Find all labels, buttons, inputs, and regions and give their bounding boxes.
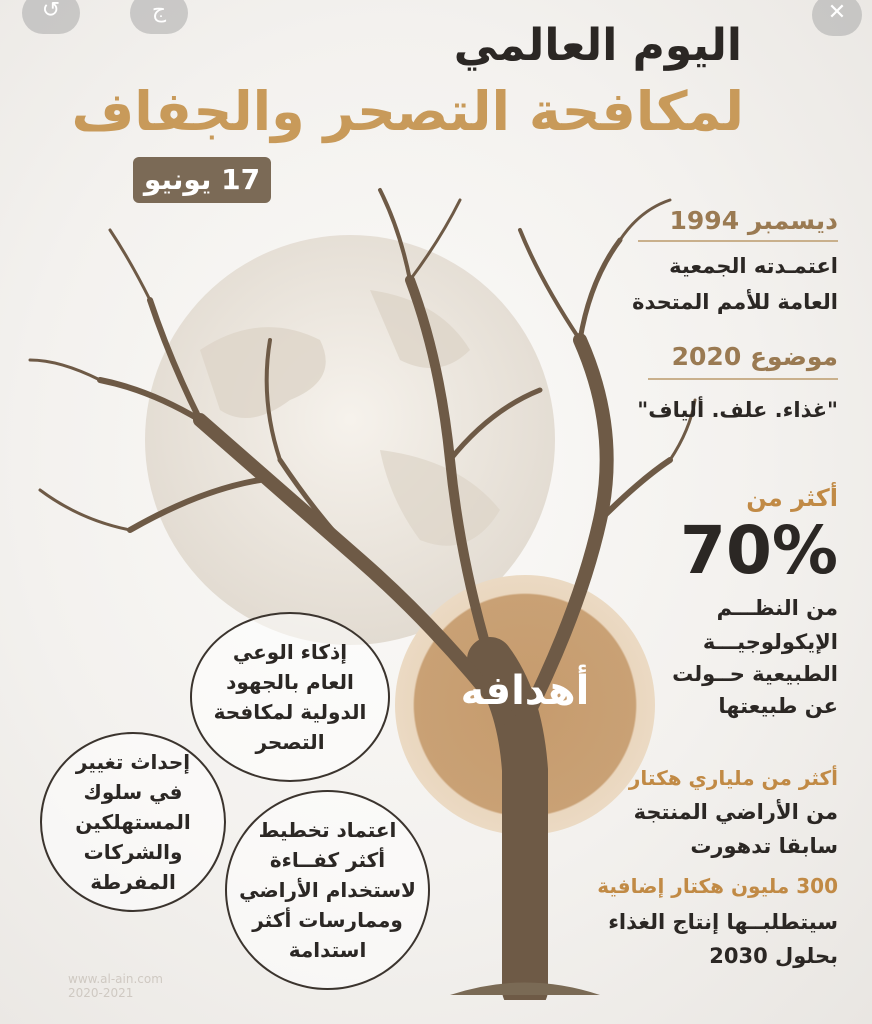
- date-badge: 17 يونيو: [133, 157, 271, 203]
- goal-awareness-circle: [190, 612, 390, 782]
- adoption-line2: العامة للأمم المتحدة: [632, 290, 838, 314]
- goal-behavior-circle: [40, 732, 226, 912]
- food-line2: بحلول 2030: [709, 944, 838, 968]
- ecosystems-line2: الإيكولوجيـــة: [702, 630, 838, 654]
- goal2-line2: في سلوك: [83, 780, 183, 804]
- goal3-line3: لاستخدام الأراضي: [239, 878, 416, 902]
- adoption-heading: ديسمبر 1994: [669, 206, 838, 235]
- watermark-url: www.al-ain.com: [68, 972, 163, 986]
- goal3-line1: اعتماد تخطيط: [258, 818, 397, 842]
- goal2-line4: والشركات: [83, 840, 183, 864]
- title-line2: لمكافحة التصحر والجفاف: [71, 80, 744, 143]
- adoption-line1: اعتمـدته الجمعية: [669, 254, 838, 278]
- food-label: 300 مليون هكتار إضافية: [597, 874, 838, 898]
- theme-divider: [648, 378, 838, 380]
- food-line1: سيتطلبــها إنتاج الغذاء: [608, 910, 838, 934]
- goal3-line4: وممارسات أكثر: [252, 908, 403, 932]
- goal2-line1: إحداث تغيير: [75, 750, 191, 774]
- ecosystems-line3: الطبيعية حــولت: [672, 662, 838, 686]
- goal1-line1: إذكاء الوعي: [232, 640, 348, 664]
- goal1-line2: العام بالجهود: [226, 670, 354, 694]
- goal2-line5: المفرطة: [90, 870, 176, 894]
- goal2-line3: المستهلكين: [75, 810, 191, 834]
- land-label: أكثر من ملياري هكتار: [628, 766, 838, 790]
- watermark-years: 2020-2021: [68, 986, 134, 1000]
- text-icon[interactable]: ج: [130, 0, 188, 34]
- watermark: [68, 972, 163, 1000]
- close-icon[interactable]: ✕: [812, 0, 862, 36]
- goal1-line4: التصحر: [255, 730, 325, 754]
- theme-text: "غذاء. علف. ألياف": [637, 398, 838, 422]
- goals-title: أهدافه: [460, 668, 590, 714]
- ecosystems-value: 70%: [680, 512, 838, 589]
- goal-planning-circle: [225, 790, 430, 990]
- ecosystems-label: أكثر من: [746, 484, 838, 512]
- land-line1: من الأراضي المنتجة: [633, 800, 838, 824]
- ecosystems-line1: من النظـــم: [716, 596, 838, 620]
- land-line2: سابقا تدهورت: [690, 834, 838, 858]
- adoption-divider: [638, 240, 838, 242]
- goal3-line5: استدامة: [288, 938, 367, 962]
- goal3-line2: أكثر كفــاءة: [269, 848, 386, 872]
- ecosystems-line4: عن طبيعتها: [718, 694, 838, 718]
- share-icon[interactable]: ↺: [22, 0, 80, 34]
- goal1-line3: الدولية لمكافحة: [213, 700, 367, 724]
- theme-heading: موضوع 2020: [671, 342, 838, 371]
- title-line1: اليوم العالمي: [453, 20, 742, 71]
